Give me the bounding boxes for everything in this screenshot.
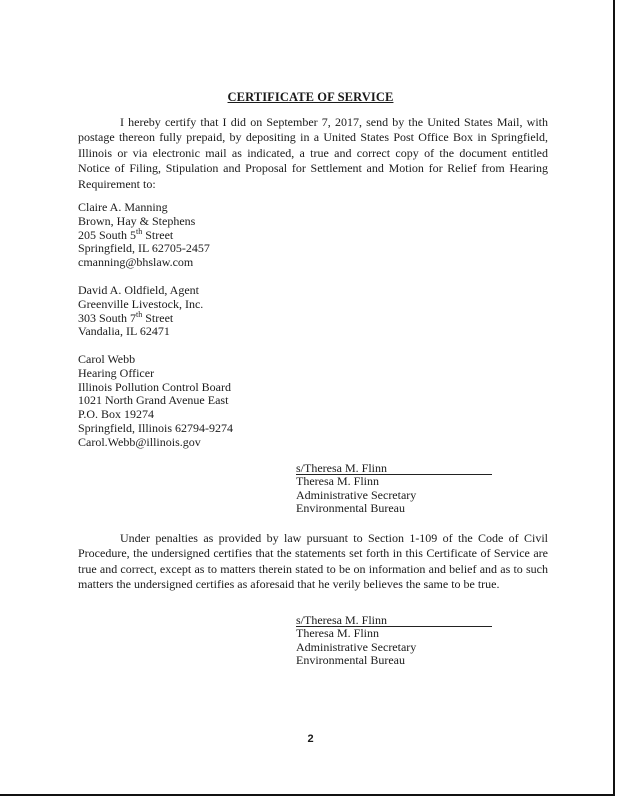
- recipient-name: Claire A. Manning: [78, 200, 168, 214]
- signer-name: Theresa M. Flinn: [296, 474, 379, 488]
- recipient-city: Springfield, IL 62705-2457: [78, 241, 210, 256]
- signature-line: s/Theresa M. Flinn: [296, 614, 492, 627]
- certificate-title: CERTIFICATE OF SERVICE: [227, 90, 394, 104]
- recipient-email: cmanning@bhslaw.com: [78, 255, 194, 270]
- recipient-name: David A. Oldfield, Agent: [78, 283, 199, 297]
- recipient-organization: Brown, Hay & Stephens: [78, 213, 196, 228]
- recipient-email: Carol.Webb@illinois.gov: [78, 434, 201, 449]
- recipient-city: Vandalia, IL 62471: [78, 324, 170, 339]
- recipient-title: Hearing Officer: [78, 365, 155, 380]
- signer-title: Administrative Secretary: [296, 487, 417, 502]
- recipient-name: Carol Webb: [78, 352, 136, 366]
- signer-title: Administrative Secretary: [296, 639, 417, 654]
- recipient-street: 205 South 5th Street: [78, 226, 174, 242]
- recipient-street: 1021 North Grand Avenue East: [78, 393, 229, 408]
- recipient-address-block: [78, 353, 233, 450]
- recipient-organization: Illinois Pollution Control Board: [78, 379, 232, 394]
- recipient-address-block: [78, 284, 203, 339]
- recipient-city: Springfield, Illinois 62794-9274: [78, 420, 233, 435]
- recipient-street: 303 South 7th Street: [78, 309, 174, 325]
- recipient-organization: Greenville Livestock, Inc.: [78, 296, 204, 311]
- signature-block: [296, 462, 492, 516]
- penalty-paragraph: Under penalties as provided by law pursuant to Section 1-109 of the Code of Civil Procedure, the undersigned certifies that the statements set forth in this Certificate of Service are true and correct, except as to matters therein stated to be on information and belief and as to such matters the undersigned certifies as aforesaid that he verily believes the same to be true.: [78, 531, 548, 592]
- signature-line: s/Theresa M. Flinn: [296, 462, 492, 475]
- signer-department: Environmental Bureau: [296, 653, 405, 667]
- certification-paragraph: I hereby certify that I did on September 7, 2017, send by the United States Mail, with postage thereon fully prepaid, by depositing in a United States Post Office Box in Springfield, Illinois or via electronic mail as indicated, a true and correct copy of the document entitled Notice of Filing, Stipulation and Proposal for Settlement and Motion for Relief from Hearing Requirement to:: [78, 115, 548, 191]
- signer-department: Environmental Bureau: [296, 501, 405, 515]
- signature-block: [296, 614, 492, 668]
- signer-name: Theresa M. Flinn: [296, 626, 379, 640]
- recipient-po-box: P.O. Box 19274: [78, 407, 155, 422]
- recipient-address-block: [78, 201, 210, 270]
- page-number: 2: [307, 733, 314, 745]
